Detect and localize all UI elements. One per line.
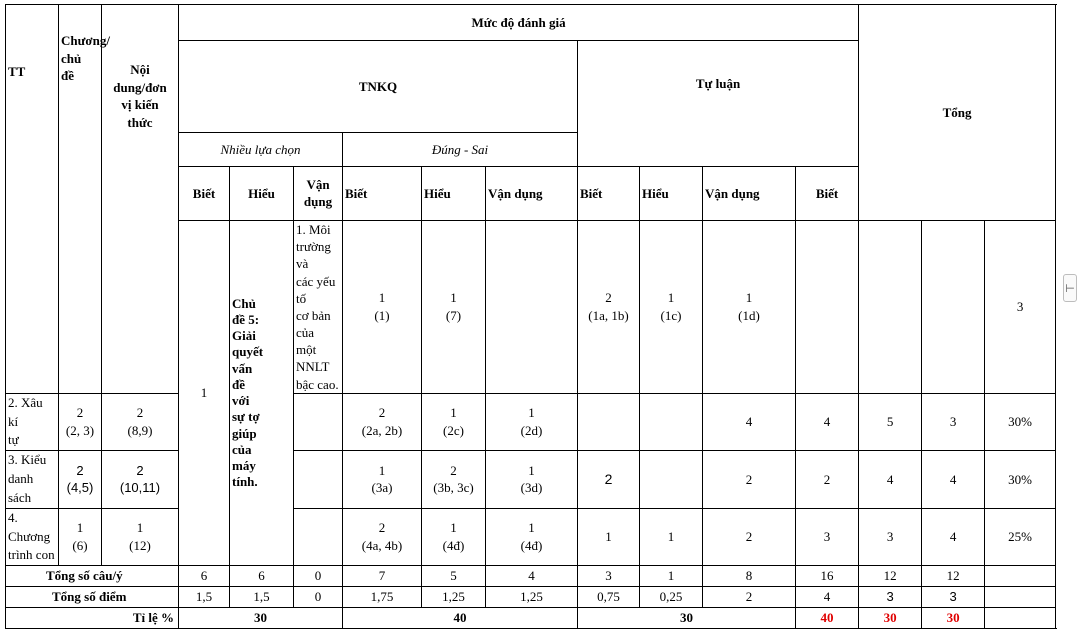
tong-so-diem-ti-le <box>985 587 1056 608</box>
tong-so-diem-tong-vd: 3 <box>922 587 985 608</box>
row-1-ds-hieu: 1 (1c) <box>640 221 703 394</box>
tong-so-cau-ds-biet: 7 <box>343 566 422 587</box>
row-2-nlc-hieu: 2 (8,9) <box>102 393 179 451</box>
row-tong-so-diem <box>6 587 1056 608</box>
header-chuong-chu-de: Chương/ chủ đề <box>59 5 102 394</box>
row-4-tong-vd: 4 <box>922 508 985 566</box>
row-2-ti-le: 30% <box>985 393 1056 451</box>
tong-so-diem-tong-biet: 4 <box>796 587 859 608</box>
row-3-ti-le: 30% <box>985 451 1056 509</box>
tong-so-cau-nlc-hieu: 6 <box>230 566 294 587</box>
row-1-tong-biet: 3 <box>985 221 1056 394</box>
row-4-ds-hieu: 1 (4đ) <box>422 508 486 566</box>
row-2-ds-hieu: 1 (2c) <box>422 393 486 451</box>
row-2-tl-hieu <box>640 393 703 451</box>
row-2-tl-vd: 4 <box>703 393 796 451</box>
header-ds-biet: Biết <box>343 167 422 221</box>
row-1-nlc-biet: 1 (1) <box>343 221 422 394</box>
tong-so-diem-ds-hieu: 1,25 <box>422 587 486 608</box>
row-1-tl-hieu <box>859 221 922 394</box>
header-tl-hieu: Hiểu <box>640 167 703 221</box>
row-1-tl-biet <box>796 221 859 394</box>
tong-so-cau-tong-biet: 16 <box>796 566 859 587</box>
row-3-content: 3. Kiểu danh sách <box>6 451 59 509</box>
row-3-ds-vd: 1 (3d) <box>486 451 578 509</box>
row-4-ti-le: 25% <box>985 508 1056 566</box>
header-tl-biet: Biết <box>578 167 640 221</box>
row-3-ds-hieu: 2 (3b, 3c) <box>422 451 486 509</box>
ti-le-ds: 40 <box>343 608 578 629</box>
tong-so-cau-tl-vd: 8 <box>703 566 796 587</box>
row-4-nlc-vd <box>294 508 343 566</box>
assessment-matrix-table <box>5 4 1056 629</box>
tong-so-cau-ds-vd: 4 <box>486 566 578 587</box>
header-tnkq: TNKQ <box>179 41 578 133</box>
row-4-tong-biet: 3 <box>796 508 859 566</box>
row-3-tong-hieu: 4 <box>859 451 922 509</box>
row-3-tong-biet: 2 <box>796 451 859 509</box>
ti-le-total <box>985 608 1056 629</box>
tong-so-diem-nlc-vd: 0 <box>294 587 343 608</box>
header-tt: TT <box>6 5 59 394</box>
tong-so-diem-nlc-biet: 1,5 <box>179 587 230 608</box>
row-2-ds-biet: 2 (2a, 2b) <box>343 393 422 451</box>
header-muc-do-danh-gia: Mức độ đánh giá <box>179 5 859 41</box>
tong-so-diem-tl-biet: 0,75 <box>578 587 640 608</box>
collapse-handle-icon[interactable]: ⊢ <box>1063 274 1077 302</box>
row-2-ds-vd: 1 (2d) <box>486 393 578 451</box>
row-4-ds-biet: 2 (4a, 4b) <box>343 508 422 566</box>
header-tong-biet: Biết <box>796 167 859 221</box>
row-2-tong-biet: 4 <box>796 393 859 451</box>
ti-le-tong-vd: 30 <box>922 608 985 629</box>
row-2-tl-biet <box>578 393 640 451</box>
header-nlc-van-dung: Vận dụng <box>294 167 343 221</box>
ti-le-tl: 30 <box>578 608 796 629</box>
tong-so-cau-ti-le <box>985 566 1056 587</box>
tong-so-diem-tl-hieu: 0,25 <box>640 587 703 608</box>
row-ti-le <box>6 608 1056 629</box>
row-1-tl-vd <box>922 221 985 394</box>
row-2-content: 2. Xâu kí tự <box>6 393 59 451</box>
header-tl-van-dung: Vận dụng <box>703 167 796 221</box>
tong-so-diem-nlc-hieu: 1,5 <box>230 587 294 608</box>
row-3-tl-hieu <box>640 451 703 509</box>
row-3-tl-biet: 2 <box>578 451 640 509</box>
header-tu-luan: Tự luận <box>578 41 859 167</box>
row-3-ds-biet: 1 (3a) <box>343 451 422 509</box>
tong-so-diem-ds-vd: 1,25 <box>486 587 578 608</box>
row-2-nlc-biet: 2 (2, 3) <box>59 393 102 451</box>
row-4-tong-hieu: 3 <box>859 508 922 566</box>
row-1-ds-vd: 1 (1d) <box>703 221 796 394</box>
row-4-ds-vd: 1 (4đ) <box>486 508 578 566</box>
row-2-nlc-vd <box>294 393 343 451</box>
tong-so-cau-label: Tổng số câu/ý <box>6 566 179 587</box>
tong-so-diem-tong-hieu: 3 <box>859 587 922 608</box>
row-4-nlc-hieu: 1 (12) <box>102 508 179 566</box>
ti-le-nlc: 30 <box>179 608 343 629</box>
header-noi-dung: Nội dung/đơn vị kiến thức <box>102 5 179 394</box>
row-3-nlc-biet: 2 (4,5) <box>59 451 102 509</box>
row-4-tl-hieu: 1 <box>640 508 703 566</box>
header-nlc-hieu: Hiểu <box>230 167 294 221</box>
tong-so-cau-nlc-vd: 0 <box>294 566 343 587</box>
header-tong: Tổng <box>859 5 1056 221</box>
row-4-tl-biet: 1 <box>578 508 640 566</box>
row-1-nlc-vd <box>486 221 578 394</box>
row-4-content: 4. Chương trình con <box>6 508 59 566</box>
tong-so-cau-tong-vd: 12 <box>922 566 985 587</box>
row-1-nlc-hieu: 1 (7) <box>422 221 486 394</box>
tong-so-diem-tl-vd: 2 <box>703 587 796 608</box>
row-3-nlc-hieu: 2 (10,11) <box>102 451 179 509</box>
row-4-tl-vd: 2 <box>703 508 796 566</box>
header-ds-van-dung: Vận dụng <box>486 167 578 221</box>
ti-le-tong-biet: 40 <box>796 608 859 629</box>
header-ds-hieu: Hiểu <box>422 167 486 221</box>
section-chu-de: Chủ đề 5: Giải quyết vấn đề với sự tợ giúp của máy tính. <box>230 221 294 566</box>
row-3-nlc-vd <box>294 451 343 509</box>
section-tt: 1 <box>179 221 230 566</box>
row-2-tong-vd: 3 <box>922 393 985 451</box>
row-1-ds-biet: 2 (1a, 1b) <box>578 221 640 394</box>
row-1-content: 1. Môi trường và các yếu tố cơ bản của một NNLT bậc cao. <box>294 221 343 394</box>
row-4-nlc-biet: 1 (6) <box>59 508 102 566</box>
ti-le-label: Tỉ lệ % <box>6 608 179 629</box>
row-3-tl-vd: 2 <box>703 451 796 509</box>
tong-so-cau-tl-biet: 3 <box>578 566 640 587</box>
row-tong-so-cau <box>6 566 1056 587</box>
header-nlc-biet: Biết <box>179 167 230 221</box>
row-2-tong-hieu: 5 <box>859 393 922 451</box>
tong-so-cau-ds-hieu: 5 <box>422 566 486 587</box>
tong-so-cau-tl-hieu: 1 <box>640 566 703 587</box>
tong-so-cau-tong-hieu: 12 <box>859 566 922 587</box>
row-3-tong-vd: 4 <box>922 451 985 509</box>
ti-le-tong-hieu: 30 <box>859 608 922 629</box>
tong-so-diem-ds-biet: 1,75 <box>343 587 422 608</box>
tong-so-diem-label: Tổng số điểm <box>6 587 179 608</box>
header-nhieu-lua-chon: Nhiều lựa chọn <box>179 133 343 167</box>
header-dung-sai: Đúng - Sai <box>343 133 578 167</box>
tong-so-cau-nlc-biet: 6 <box>179 566 230 587</box>
